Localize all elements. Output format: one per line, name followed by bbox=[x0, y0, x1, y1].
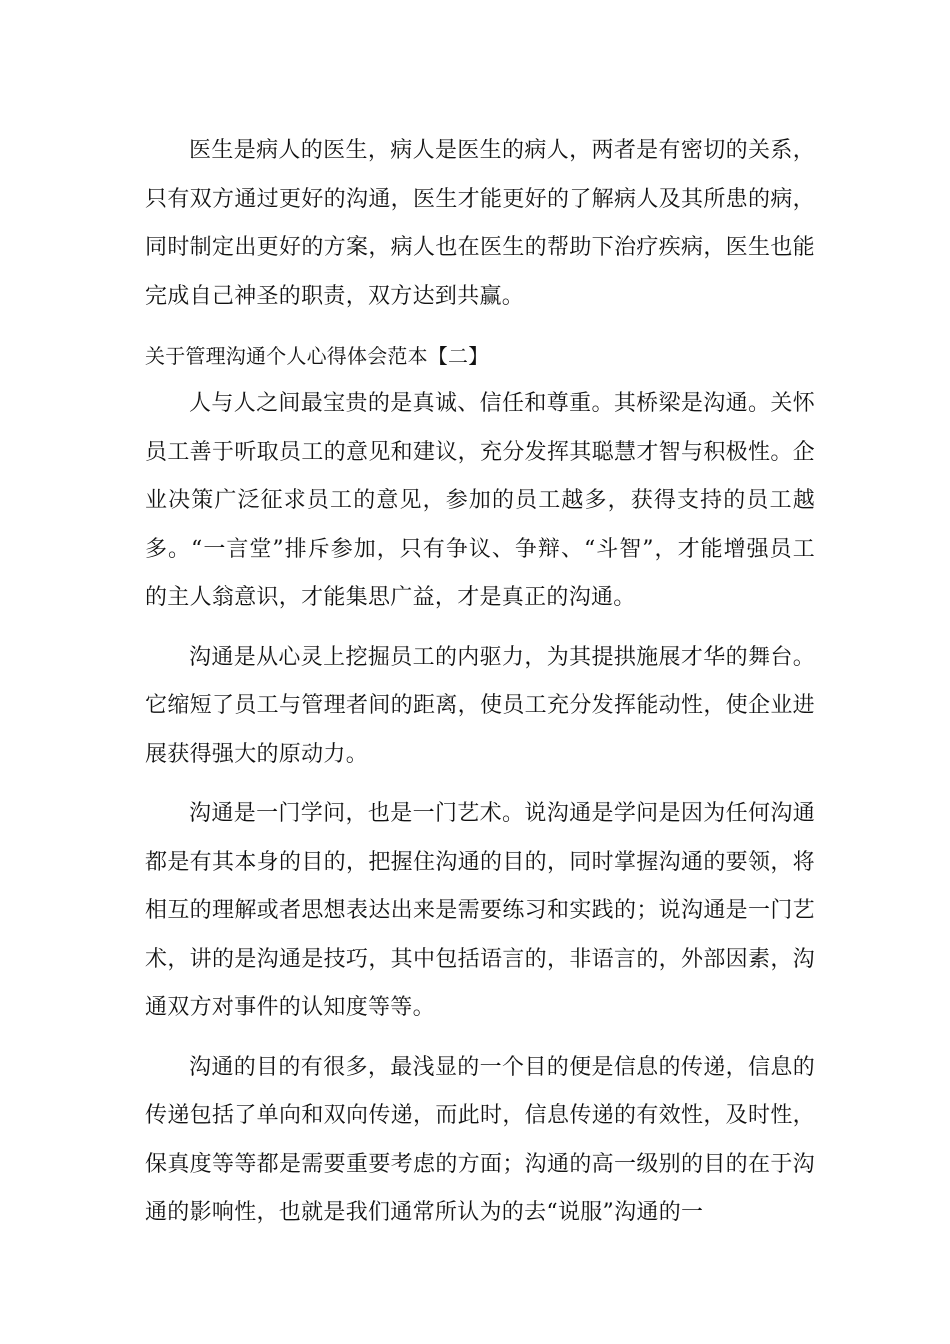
paragraph-purpose: 沟通的目的有很多，最浅显的一个目的便是信息的传递，信息的传递包括了单向和双向传递，而此时，信息传递的有效性，及时性，保真度等等都是需要重要考虑的方面；沟通的高一级别的目的在于沟通的影响性，也就是我们通常所认为的去“说服”沟通的一 bbox=[145, 1054, 815, 1225]
paragraph-doctor-patient: 医生是病人的医生，病人是医生的病人，两者是有密切的关系，只有双方通过更好的沟通，医生才能更好的了解病人及其所患的病，同时制定出更好的方案，病人也在医生的帮助下治疗疾病，医生也能完成自己神圣的职责，双方达到共赢。 bbox=[145, 138, 815, 309]
paragraph-inner-drive: 沟通是从心灵上挖掘员工的内驱力，为其提拱施展才华的舞台。它缩短了员工与管理者间的距离，使员工充分发挥能动性，使企业进展获得强大的原动力。 bbox=[145, 644, 815, 767]
document-body bbox=[145, 127, 815, 1249]
paragraph-science-and-art: 沟通是一门学问，也是一门艺术。说沟通是学问是因为任何沟通都是有其本身的目的，把握住沟通的目的，同时掌握沟通的要领，将相互的理解或者思想表达出来是需要练习和实践的；说沟通是一门艺术，讲的是沟通是技巧，其中包括语言的，非语言的，外部因素，沟通双方对事件的认知度等等。 bbox=[145, 801, 815, 1020]
paragraph-trust-respect: 人与人之间最宝贵的是真诚、信任和尊重。其桥梁是沟通。关怀员工善于听取员工的意见和建议，充分发挥其聪慧才智与积极性。企业决策广泛征求员工的意见，参加的员工越多，获得支持的员工越多。“一言堂”排斥参加，只有争议、争辩、“斗智”，才能增强员工的主人翁意识，才能集思广益，才是真正的沟通。 bbox=[145, 391, 815, 610]
section-heading: 关于管理沟通个人心得体会范本【二】 bbox=[145, 344, 489, 368]
